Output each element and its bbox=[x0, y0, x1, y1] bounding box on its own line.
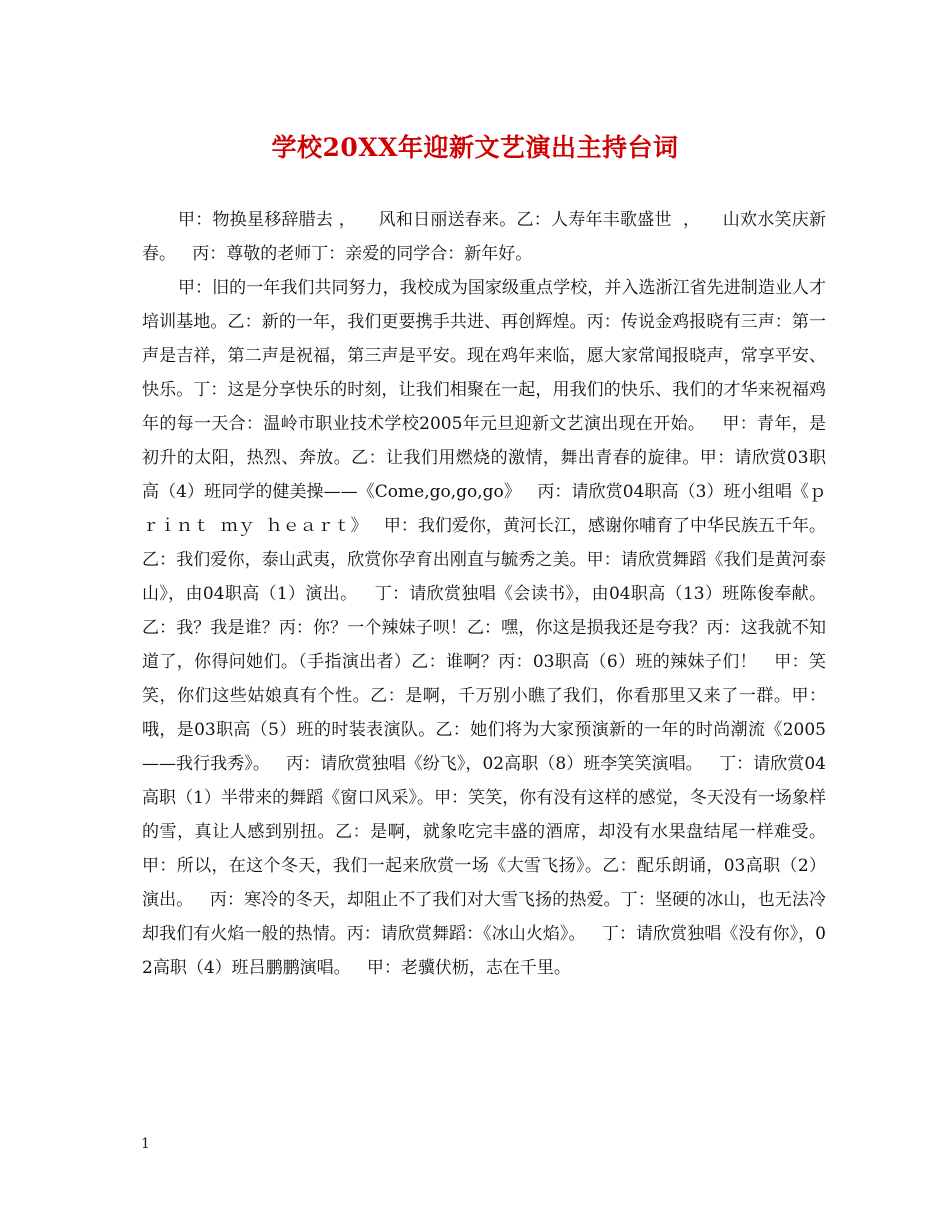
document-body bbox=[142, 203, 843, 985]
document-title: 学校20XX年迎新文艺演出主持台词 bbox=[271, 133, 679, 162]
paragraph-main: 甲：旧的一年我们共同努力，我校成为国家级重点学校，并入选浙江省先进制造业人才培训基地。乙：新的一年，我们更要携手共进、再创辉煌。丙：传说金鸡报晓有三声：第一声是吉祥，第二声是祝福，第三声是平安。现在鸡年来临，愿大家常闻报晓声，常享平安、快乐。丁：这是分享快乐的时刻，让我们相聚在一起，用我们的快乐、我们的才华来祝福鸡年的每一天合：温岭市职业技术学校2005年元旦迎新文艺演出现在开始。 甲：青年，是初升的太阳，热烈、奔放。乙：让我们用燃烧的激情，舞出青春的旋律。甲：请欣赏03职高（4）班同学的健美操——《Come,go,go,go》 丙：请欣赏04职高（3）班小组唱《ｐｒｉｎｔ ｍｙ ｈｅａｒｔ》 甲：我们爱你，黄河长江，感谢你哺育了中华民族五千年。乙：我们爱你，泰山武夷，欣赏你孕育出刚直与毓秀之美。甲：请欣赏舞蹈《我们是黄河泰山》，由04职高（1）演出。 丁：请欣赏独唱《会读书》，由04职高（13）班陈俊奉献。 乙：我？我是谁？丙：你？一个辣妹子呗！乙：嘿，你这是损我还是夸我？丙：这我就不知道了，你得问她们。（手指演出者）乙：谁啊？丙：03职高（6）班的辣妹子们！ 甲：笑笑，你们这些姑娘真有个性。乙：是啊，千万别小瞧了我们，你看那里又来了一群。甲：哦，是03职高（5）班的时装表演队。乙：她们将为大家预演新的一年的时尚潮流《2005——我行我秀》。 丙：请欣赏独唱《纷飞》，02高职（8）班李笑笑演唱。 丁：请欣赏04高职（1）半带来的舞蹈《窗口风采》。甲：笑笑，你有没有这样的感觉，冬天没有一场象样的雪，真让人感到别扭。乙：是啊，就象吃完丰盛的酒席，却没有水果盘结尾一样难受。甲：所以，在这个冬天，我们一起来欣赏一场《大雪飞扬》。乙：配乐朗诵，03高职（2）演出。 丙：寒冷的冬天，却阻止不了我们对大雪飞扬的热爱。丁：坚硬的冰山，也无法冷却我们有火焰一般的热情。丙：请欣赏舞蹈：《冰山火焰》。 丁：请欣赏独唱《没有你》，02高职（4）班吕鹏鹏演唱。 甲：老骥伏枥，志在千里。 bbox=[142, 278, 843, 978]
paragraph-opening: 甲：物换星移辞腊去 ， 风和日丽送春来。乙：人寿年丰歌盛世 ， 山欢水笑庆新春。 丙：尊敬的老师丁：亲爱的同学合：新年好。 bbox=[142, 210, 826, 264]
page-number: 1 bbox=[141, 1136, 150, 1152]
